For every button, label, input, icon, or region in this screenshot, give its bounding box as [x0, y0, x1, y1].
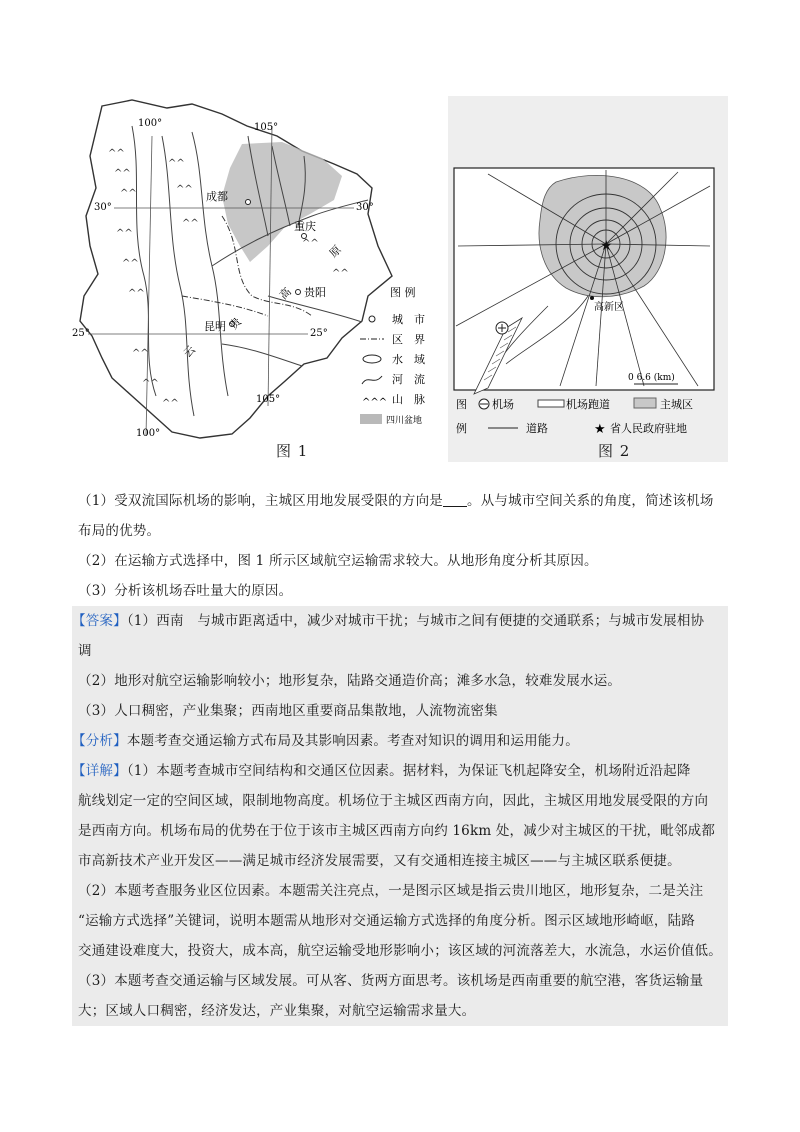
- figure-2-map: [448, 96, 728, 462]
- scale-label: 0 6.6 (km): [628, 373, 675, 383]
- legend-label-boundary: 区 界: [392, 333, 425, 346]
- legend-star-icon: ★: [594, 422, 606, 437]
- svg-text:^^: ^^: [162, 398, 179, 409]
- legend-basin-icon: [360, 414, 382, 424]
- svg-text:^^: ^^: [302, 238, 319, 249]
- legend-river-icon: [362, 376, 382, 384]
- figure-1-map: [72, 96, 444, 462]
- lat-label-4: 25°: [310, 328, 328, 339]
- figure-1: [72, 96, 444, 462]
- svg-text:^^: ^^: [142, 378, 159, 389]
- detail-line-1: [72, 756, 728, 786]
- detail-line-5: （2）本题考查服务业区位因素。本题需关注亮点，一是图示区域是指云贵川地区，地形复杂，二是关注: [78, 883, 704, 899]
- high-tech-zone-point: [590, 296, 594, 300]
- city-label-guiyang: 贵阳: [304, 286, 326, 299]
- legend-label-water: 水 域: [392, 353, 425, 366]
- solution-section: [72, 606, 728, 1026]
- detail-text-1: （1）本题考查城市空间结构和交通区位因素。据材料，为保证飞机起降安全，机场附近沿起降: [126, 763, 691, 779]
- question-2: （2）在运输方式选择中，图 1 所示区域航空运输需求较大。从地形角度分析其原因。: [78, 553, 598, 569]
- legend-label-airport: 机场: [492, 398, 514, 411]
- legend-urban-area-icon: [634, 398, 656, 408]
- legend-label-mountain: 山 脉: [392, 393, 425, 406]
- detail-line-4: 市高新技术产业开发区——满足城市经济发展需要，又有交通相连接主城区——与主城区联系便捷。: [78, 853, 681, 869]
- question-1: [72, 486, 728, 516]
- svg-text:^^: ^^: [332, 268, 349, 279]
- answer-text-1: （1）西南 与城市距离适中，减少对城市干扰；与城市之间有便捷的交通联系；与城市发展相协: [126, 613, 705, 629]
- legend-side-2: 例: [456, 422, 467, 435]
- detail-line-7: 交通建设难度大，投资大，成本高，航空运输受地形影响小；该区域的河流落差大，水流急，水运价值低。: [78, 943, 722, 959]
- region-char-gao: 高: [276, 285, 294, 303]
- detail-line-8: （3）本题考查交通运输与区域发展。可从客、货两方面思考。该机场是西南重要的航空港，客货运输量: [78, 973, 704, 989]
- analysis-text: 本题考查交通运输方式布局及其影响因素。考查对知识的调用和运用能力。: [126, 733, 579, 749]
- svg-text:^^: ^^: [132, 348, 149, 359]
- detail-line-3: 是西南方向。机场布局的优势在于位于该市主城区西南方向约 16km 处，减少对主城区的干扰，毗邻成都: [78, 823, 716, 839]
- question-1-part-b: 。从与城市空间关系的角度，简述该机场: [467, 493, 714, 509]
- legend-label-runway: 机场跑道: [566, 398, 610, 411]
- legend-water-icon: [363, 355, 381, 363]
- region-char-yun: 云: [180, 343, 198, 361]
- legend-circle-icon: [369, 316, 375, 322]
- svg-text:^^: ^^: [182, 218, 199, 229]
- high-tech-zone-label: 高新区: [594, 302, 624, 313]
- legend-label-urban: 主城区: [660, 398, 693, 411]
- figure-2-caption: 图 2: [598, 442, 631, 460]
- answer-line-1: [72, 606, 728, 636]
- legend-airport-icon: [479, 399, 489, 409]
- legend-label-city: 城 市: [392, 313, 425, 326]
- questions-section: [72, 486, 728, 606]
- figure-2: [448, 96, 728, 462]
- region-char-gui: 贵: [226, 315, 244, 333]
- legend-label-road: 道路: [526, 422, 548, 435]
- lon-label-4: 100°: [136, 428, 161, 439]
- detail-tag: 【详解】: [72, 763, 127, 779]
- question-3: （3）分析该机场吞吐量大的原因。: [78, 583, 293, 599]
- legend-side-1: 图: [456, 398, 467, 411]
- airport-icon: [496, 322, 508, 334]
- legend-runway-icon: [538, 400, 564, 407]
- legend-label-government: 省人民政府驻地: [610, 422, 687, 435]
- answer-line-4: （3）人口稠密，产业集聚；西南地区重要商品集散地，人流物流密集: [78, 703, 498, 719]
- answer-line-3: （2）地形对航空运输影响较小；地形复杂，陆路交通造价高；滩多水急，较难发展水运。: [78, 673, 622, 689]
- analysis-line: [72, 726, 728, 756]
- svg-text:^^: ^^: [120, 188, 137, 199]
- detail-line-6: “运输方式选择”关键词，说明本题需从地形对交通运输方式选择的角度分析。图示区域地形崎岖，陆路: [78, 913, 696, 929]
- svg-text:^^: ^^: [122, 258, 139, 269]
- detail-line-2: 航线划定一定的空间区域，限制地物高度。机场位于主城区西南方向，因此，主城区用地发展受限的方向: [78, 793, 709, 809]
- government-star-icon: ★: [600, 238, 613, 254]
- figure-1-caption: 图 1: [276, 442, 309, 460]
- lat-label-1: 30°: [94, 202, 112, 213]
- region-char-yuan: 原: [326, 243, 344, 261]
- analysis-tag: 【分析】: [72, 733, 127, 749]
- lat-label-2: 30°: [356, 202, 374, 213]
- lon-label-2: 105°: [254, 122, 279, 133]
- legend-label-basin: 四川盆地: [386, 416, 423, 426]
- answer-blank: [443, 492, 467, 507]
- detail-line-9: 大；区域人口稠密，经济发达，产业集聚，对航空运输需求量大。: [78, 1003, 476, 1019]
- legend-mountain-icon: ^^^: [362, 397, 388, 408]
- legend-label-river: 河 流: [392, 373, 425, 386]
- question-1-cont: 布局的优势。: [78, 523, 161, 539]
- svg-text:^^: ^^: [108, 148, 125, 159]
- answer-line-2: 调: [78, 643, 92, 659]
- lon-label-1: 100°: [138, 118, 163, 129]
- svg-text:^^: ^^: [116, 228, 133, 239]
- question-1-part-a: （1）受双流国际机场的影响，主城区用地发展受限的方向是: [78, 493, 443, 509]
- svg-text:^^: ^^: [168, 158, 185, 169]
- city-label-kunming: 昆明: [204, 320, 226, 333]
- urban-area: [539, 175, 666, 296]
- city-label-chongqing: 重庆: [294, 220, 316, 233]
- svg-text:^^: ^^: [176, 184, 193, 195]
- lon-label-3: 105°: [256, 394, 281, 405]
- city-label-chengdu: 成都: [206, 190, 228, 203]
- svg-text:^^: ^^: [128, 288, 145, 299]
- answer-tag: 【答案】: [72, 613, 127, 629]
- legend-items: [360, 313, 425, 426]
- lat-label-3: 25°: [72, 328, 90, 339]
- svg-text:^^: ^^: [114, 168, 131, 179]
- figure-panel: [72, 96, 728, 462]
- legend-title: 图 例: [390, 286, 416, 299]
